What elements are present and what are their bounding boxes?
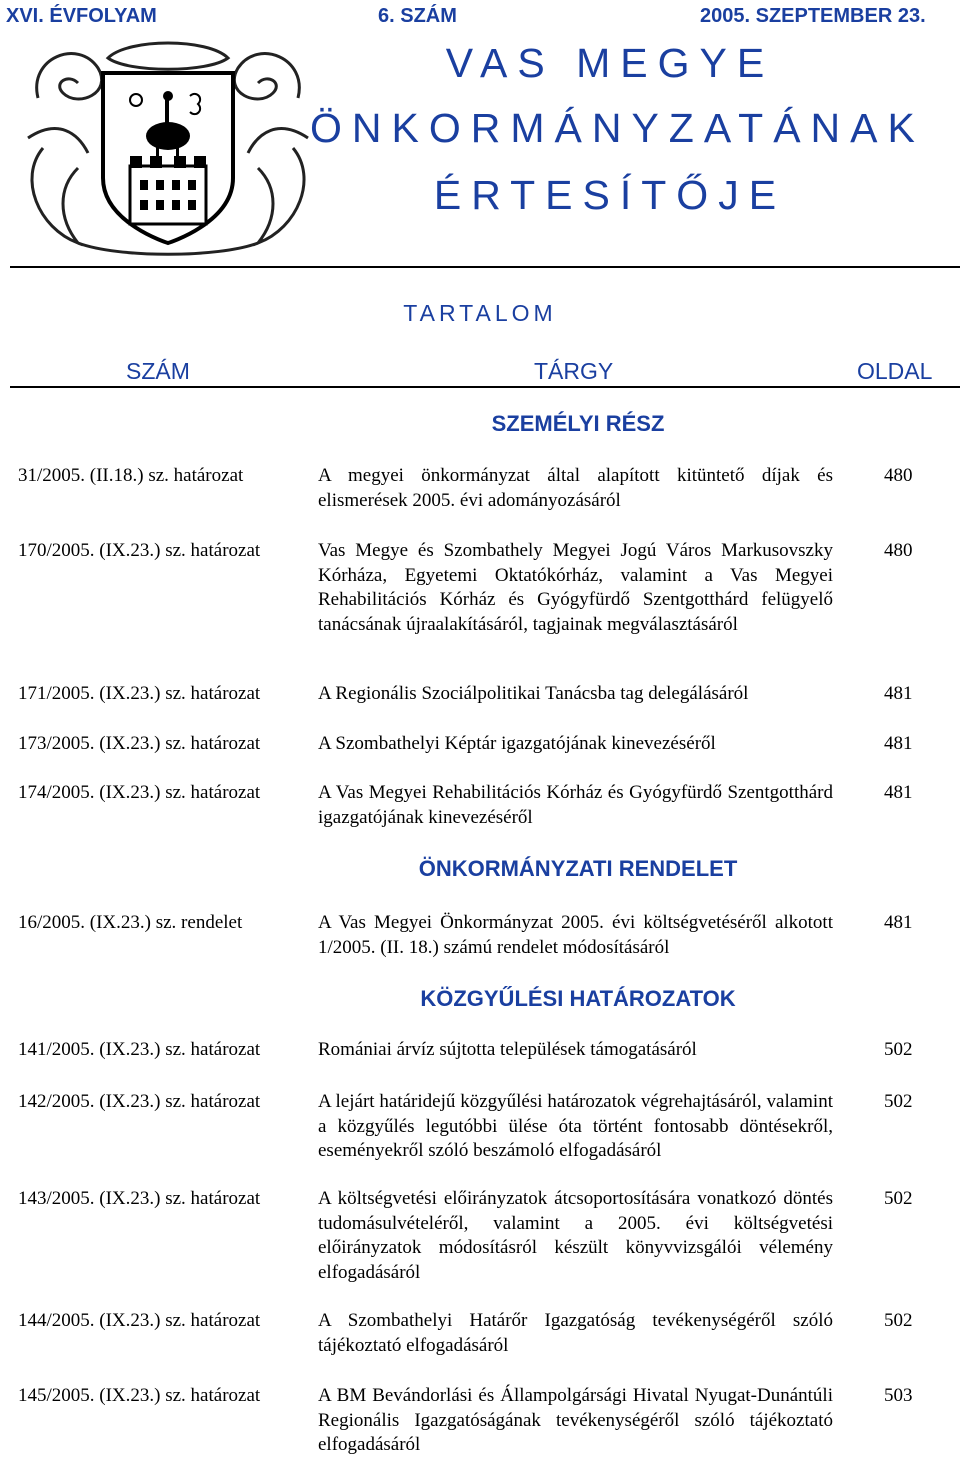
masthead-line-3: ÉRTESÍTŐJE — [433, 172, 787, 218]
entry-page: 502 — [884, 1310, 913, 1331]
entry-number: 173/2005. (IX.23.) sz. határozat — [18, 733, 261, 754]
entry-page: 503 — [884, 1385, 913, 1406]
section-personal: SZEMÉLYI RÉSZ — [491, 411, 665, 436]
entry-number: 171/2005. (IX.23.) sz. határozat — [18, 683, 261, 704]
entry-number: 143/2005. (IX.23.) sz. határozat — [18, 1188, 261, 1209]
entry-subject: A Regionális Szociálpolitikai Tanácsba tag delegálásáról — [318, 683, 749, 704]
entry-page: 481 — [884, 683, 913, 704]
county-coat-of-arms — [18, 38, 318, 263]
col-number-heading: SZÁM — [126, 358, 190, 384]
entry-number: 142/2005. (IX.23.) sz. határozat — [18, 1091, 261, 1112]
toc-heading: TARTALOM — [403, 300, 557, 326]
entry-page: 502 — [884, 1039, 913, 1060]
entry-subject: A költségvetési előirányzatok átcsoportosítására vonatkozó döntés tudomásulvételéről, valamint a 2005. évi költségvetési előirányzatok módosításról készült könyvvizsgálói vélemény elfogadásáról — [318, 1188, 833, 1283]
col-page-heading: OLDAL — [857, 358, 933, 384]
entry-number: 174/2005. (IX.23.) sz. határozat — [18, 782, 261, 803]
entry-number: 141/2005. (IX.23.) sz. határozat — [18, 1039, 261, 1060]
entry-page: 481 — [884, 782, 913, 803]
entry-subject: A Vas Megyei Rehabilitációs Kórház és Gyógyfürdő Szentgotthárd igazgatójának kinevezéséről — [318, 782, 833, 828]
entry-number: 145/2005. (IX.23.) sz. határozat — [18, 1385, 261, 1406]
entry-page: 481 — [884, 733, 913, 754]
entry-subject: Romániai árvíz sújtotta települések támogatásáról — [318, 1039, 697, 1060]
masthead-line-1: VAS MEGYE — [445, 40, 775, 86]
entry-number: 144/2005. (IX.23.) sz. határozat — [18, 1310, 261, 1331]
entry-number: 31/2005. (II.18.) sz. határozat — [18, 465, 244, 486]
entry-subject: A Vas Megyei Önkormányzat 2005. évi költségvetéséről alkotott 1/2005. (II. 18.) számú rendelet módosításáról — [318, 912, 833, 958]
entry-page: 480 — [884, 540, 913, 561]
entry-number: 16/2005. (IX.23.) sz. rendelet — [18, 912, 243, 933]
masthead-line-2: ÖNKORMÁNYZATÁNAK — [310, 105, 925, 151]
entry-subject: A BM Bevándorlási és Állampolgársági Hivatal Nyugat-Dunántúli Regionális Igazgatóságának tevékenységéről szóló tájékoztató elfogadásáról — [318, 1385, 833, 1455]
section-assembly-resolutions: KÖZGYŰLÉSI HATÁROZATOK — [420, 986, 736, 1011]
volume-label: XVI. ÉVFOLYAM — [6, 5, 157, 27]
col-subject-heading: TÁRGY — [534, 358, 614, 384]
entry-number: 170/2005. (IX.23.) sz. határozat — [18, 540, 261, 561]
column-heading-divider — [10, 386, 960, 388]
entry-subject: A Szombathelyi Határőr Igazgatóság tevékenységéről szóló tájékoztató elfogadásáról — [318, 1310, 833, 1356]
entry-subject: A megyei önkormányzat által alapított kitüntető díjak és elismerések 2005. évi adományozásáról — [318, 465, 833, 511]
entry-subject: Vas Megye és Szombathely Megyei Jogú Város Markusovszky Kórháza, Egyetemi Oktatókórház, valamint a Vas Megyei Rehabilitációs Kórház és Gyógyfürdő Szentgotthárd felügyelő tanácsának újraalakításáról, tagjainak megválasztásáról — [318, 540, 833, 635]
entry-page: 481 — [884, 912, 913, 933]
entry-page: 502 — [884, 1188, 913, 1209]
issue-header — [0, 0, 960, 30]
section-regulation: ÖNKORMÁNYZATI RENDELET — [418, 856, 738, 881]
header-divider — [10, 266, 960, 268]
issue-number: 6. SZÁM — [378, 5, 457, 27]
issue-date: 2005. SZEPTEMBER 23. — [700, 5, 926, 27]
entry-page: 502 — [884, 1091, 913, 1112]
entry-page: 480 — [884, 465, 913, 486]
entry-subject: A lejárt határidejű közgyűlési határozatok végrehajtásáról, valamint a közgyűlés legutóbbi ülése óta történt fontosabb döntésekről, eseményekről szóló beszámoló elfogadásáról — [318, 1091, 833, 1161]
entry-subject: A Szombathelyi Képtár igazgatójának kinevezéséről — [318, 733, 716, 754]
